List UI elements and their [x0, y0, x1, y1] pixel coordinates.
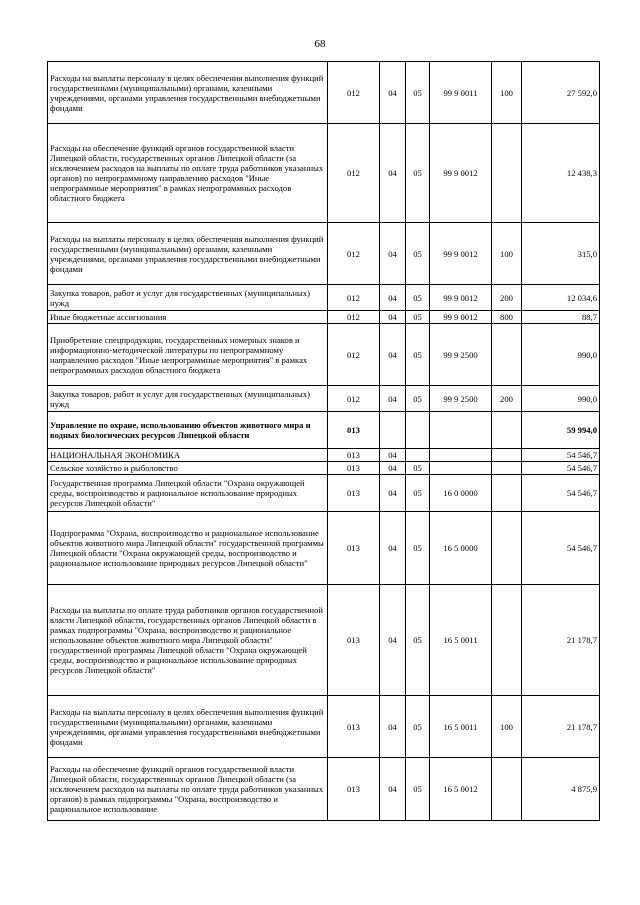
cell-csr: 16 5 0000: [430, 512, 492, 585]
cell-rz: 04: [380, 696, 406, 758]
cell-vr: [492, 462, 522, 475]
cell-ved: 012: [328, 223, 380, 285]
page-number: 68: [314, 38, 326, 50]
cell-vr: [492, 758, 522, 821]
row-description: Закупка товаров, работ и услуг для государственных (муниципальных) нужд: [48, 285, 328, 311]
cell-rz: 04: [380, 285, 406, 311]
cell-vr: 200: [492, 285, 522, 311]
cell-sum: 59 994,0: [522, 412, 600, 449]
cell-pr: 05: [406, 223, 430, 285]
cell-csr: 99 9 2500: [430, 386, 492, 412]
row-description: Сельское хозяйство и рыболовство: [48, 462, 328, 475]
cell-pr: [406, 412, 430, 449]
cell-rz: 04: [380, 585, 406, 696]
cell-ved: 012: [328, 124, 380, 223]
table-row: [48, 585, 600, 696]
cell-sum: 12 034,6: [522, 285, 600, 311]
cell-ved: 013: [328, 585, 380, 696]
cell-rz: 04: [380, 324, 406, 386]
table-row: [48, 386, 600, 412]
cell-vr: [492, 324, 522, 386]
cell-sum: 27 592,0: [522, 62, 600, 124]
table-row: [48, 324, 600, 386]
cell-sum: 54 546,7: [522, 475, 600, 512]
cell-sum: 990,0: [522, 386, 600, 412]
cell-rz: 04: [380, 512, 406, 585]
cell-csr: 99 9 0011: [430, 62, 492, 124]
table-row: [48, 62, 600, 124]
table-row: [48, 758, 600, 821]
cell-ved: 012: [328, 285, 380, 311]
cell-csr: 99 9 0012: [430, 311, 492, 324]
cell-rz: [380, 412, 406, 449]
table-row: [48, 696, 600, 758]
cell-sum: 12 438,3: [522, 124, 600, 223]
row-description: Приобретение спецпродукции, государственных номерных знаков и информационно-методической литературы по непрограммному направлению расходов "Иные непрограммные мероприятия" в рамках непрограммных расходов областного бюджета: [48, 324, 328, 386]
cell-pr: 05: [406, 462, 430, 475]
cell-csr: 16 5 0011: [430, 696, 492, 758]
row-description: Расходы на выплаты персоналу в целях обеспечения выполнения функций государственными (муниципальными) органами, казенными учреждениями, органами управления государственными внебюджетными фондами: [48, 62, 328, 124]
row-description: Закупка товаров, работ и услуг для государственных (муниципальных) нужд: [48, 386, 328, 412]
table-row: [48, 512, 600, 585]
cell-sum: 21 178,7: [522, 696, 600, 758]
cell-rz: 04: [380, 462, 406, 475]
cell-vr: 100: [492, 223, 522, 285]
cell-sum: 88,7: [522, 311, 600, 324]
row-description: Иные бюджетные ассигнования: [48, 311, 328, 324]
cell-vr: [492, 475, 522, 512]
row-description: Управление по охране, использованию объектов животного мира и водных биологических ресурсов Липецкой области: [48, 412, 328, 449]
cell-csr: 16 5 0011: [430, 585, 492, 696]
table-row: [48, 412, 600, 449]
cell-sum: 54 546,7: [522, 512, 600, 585]
cell-rz: 04: [380, 475, 406, 512]
cell-csr: 99 9 0012: [430, 285, 492, 311]
cell-rz: 04: [380, 124, 406, 223]
cell-pr: 05: [406, 475, 430, 512]
cell-ved: 013: [328, 462, 380, 475]
cell-ved: 012: [328, 386, 380, 412]
cell-ved: 013: [328, 475, 380, 512]
cell-ved: 013: [328, 696, 380, 758]
cell-csr: 99 9 0012: [430, 124, 492, 223]
cell-csr: 99 9 0012: [430, 223, 492, 285]
cell-vr: 200: [492, 386, 522, 412]
table-row: [48, 124, 600, 223]
cell-csr: [430, 412, 492, 449]
table-row: [48, 285, 600, 311]
cell-pr: 05: [406, 696, 430, 758]
cell-pr: [406, 449, 430, 462]
cell-rz: 04: [380, 758, 406, 821]
cell-vr: [492, 585, 522, 696]
cell-csr: 99 9 2500: [430, 324, 492, 386]
row-description: Расходы на выплаты персоналу в целях обеспечения выполнения функций государственными (муниципальными) органами, казенными учреждениями, органами управления государственными внебюджетными фондами: [48, 223, 328, 285]
cell-pr: 05: [406, 512, 430, 585]
cell-rz: 04: [380, 311, 406, 324]
cell-sum: 315,0: [522, 223, 600, 285]
table-row: [48, 223, 600, 285]
cell-pr: 05: [406, 124, 430, 223]
cell-vr: 100: [492, 62, 522, 124]
budget-table: [47, 61, 600, 821]
cell-pr: 05: [406, 62, 430, 124]
table-row: [48, 311, 600, 324]
cell-ved: 013: [328, 412, 380, 449]
cell-rz: 04: [380, 62, 406, 124]
cell-vr: [492, 449, 522, 462]
cell-pr: 05: [406, 285, 430, 311]
cell-rz: 04: [380, 223, 406, 285]
cell-vr: 100: [492, 696, 522, 758]
cell-vr: [492, 124, 522, 223]
cell-ved: 012: [328, 62, 380, 124]
row-description: Расходы на обеспечение функций органов государственной власти Липецкой области, государственных органов Липецкой области (за исключением расходов на выплаты по оплате труда работников указанных органов) по непрограммному направлению расходов "Иные непрограммные мероприятия" в рамках непрограммных расходов областного бюджета: [48, 124, 328, 223]
row-description: Государственная программа Липецкой области "Охрана окружающей среды, воспроизводство и рациональное использование природных ресурсов Липецкой области": [48, 475, 328, 512]
cell-sum: 4 875,9: [522, 758, 600, 821]
cell-sum: 990,0: [522, 324, 600, 386]
cell-ved: 013: [328, 512, 380, 585]
table-row: [48, 462, 600, 475]
cell-sum: 54 546,7: [522, 449, 600, 462]
cell-pr: 05: [406, 758, 430, 821]
row-description: Подпрограмма "Охрана, воспроизводство и рациональное использование объектов животного мира Липецкой области" государственной программы Липецкой области "Охрана окружающей среды, воспроизводство и рациональное использование природных ресурсов Липецкой области": [48, 512, 328, 585]
cell-pr: 05: [406, 386, 430, 412]
cell-pr: 05: [406, 585, 430, 696]
cell-ved: 013: [328, 758, 380, 821]
row-description: Расходы на обеспечение функций органов государственной власти Липецкой области, государственных органов Липецкой области (за исключением расходов на выплаты по оплате труда работников указанных органов) в рамках подпрограммы "Охрана, воспроизводство и рациональное использование: [48, 758, 328, 821]
cell-ved: 012: [328, 311, 380, 324]
cell-rz: 04: [380, 386, 406, 412]
cell-csr: 16 5 0012: [430, 758, 492, 821]
cell-csr: [430, 462, 492, 475]
cell-csr: [430, 449, 492, 462]
cell-sum: 21 178,7: [522, 585, 600, 696]
cell-vr: [492, 512, 522, 585]
cell-pr: 05: [406, 311, 430, 324]
cell-csr: 16 0 0000: [430, 475, 492, 512]
cell-rz: 04: [380, 449, 406, 462]
cell-ved: 012: [328, 324, 380, 386]
cell-pr: 05: [406, 324, 430, 386]
cell-vr: [492, 412, 522, 449]
cell-vr: 800: [492, 311, 522, 324]
row-description: Расходы на выплаты по оплате труда работников органов государственной власти Липецкой области, государственных органов Липецкой области в рамках подпрограммы "Охрана, воспроизводство и рациональное использование объектов животного мира Липецкой области" государственной программы Липецкой области "Охрана окружающей среды, воспроизводство и рациональное использование природных ресурсов Липецкой области": [48, 585, 328, 696]
cell-ved: 013: [328, 449, 380, 462]
row-description: Расходы на выплаты персоналу в целях обеспечения выполнения функций государственными (муниципальными) органами, казенными учреждениями, органами управления государственными внебюджетными фондами: [48, 696, 328, 758]
table-row: [48, 475, 600, 512]
row-description: НАЦИОНАЛЬНАЯ ЭКОНОМИКА: [48, 449, 328, 462]
cell-sum: 54 546,7: [522, 462, 600, 475]
table-row: [48, 449, 600, 462]
